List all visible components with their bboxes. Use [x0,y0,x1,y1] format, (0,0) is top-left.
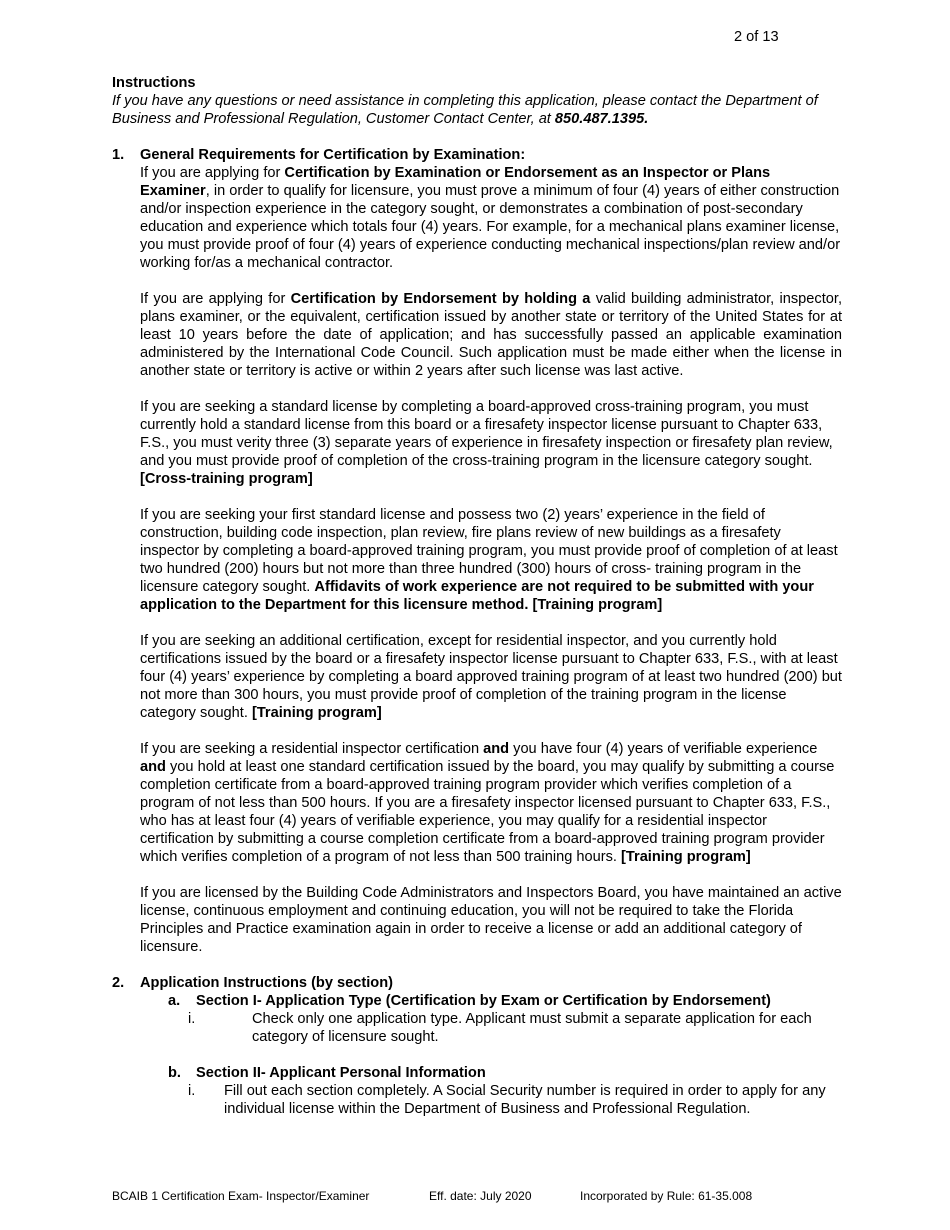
p6-bold-and-2: and [140,759,166,775]
section-1-number: 1. [112,147,125,163]
section-1-title: General Requirements for Certification by Examination: [140,147,526,163]
subsection-b-title: Section II- Applicant Personal Information [196,1065,486,1081]
p2-text-a: If you are applying for [140,291,291,307]
subsection-a [168,992,842,1046]
p4-text: If you are seeking your first standard license and possess two (2) years’ experience in the field of construction, building code inspection, plan review, fire plans review of new buildings as a firesafety inspector by completing a board-approved training program, you must provide proof of completion of at least two hundred (200) hours but not more than three hundred (300) hours of cross- training program in the licensure category sought. [140,507,838,595]
p2-bold: Certification by Endorsement by holding a [290,291,591,307]
contact-phone: 850.487.1395. [554,111,649,127]
document-body [112,74,842,1118]
p3-text: If you are seeking a standard license by completing a board-approved cross-training program, you must currently hold a standard license from this board or a firesafety inspector license pursuant to Chapter 633, F.S., you must verity three (3) separate years of experience in firesafety inspection or firesafety plan review, and you must provide proof of completion of the cross-training program in the licensure category sought. [140,399,833,469]
subsection-b-letter: b. [168,1065,181,1081]
footer-rule: Incorporated by Rule: 61-35.008 [580,1189,753,1203]
item-numeral: i. [188,1011,196,1027]
p3-bold: [Cross-training program] [140,471,313,487]
instructions-heading: Instructions [112,75,196,91]
p6-text-a: If you are seeking a residential inspector certification [140,741,484,757]
paragraph-first-standard-license [140,506,842,614]
p1-text-c: , in order to qualify for licensure, you must prove a minimum of four (4) years of either construction and/or inspection experience in the category sought, or demonstrates a combination of post-secondary education and experience which totals four (4) years. For example, for a mechanical plans examiner license, you must provide proof of four (4) years of experience conducting mechanical inspections/plan review and/or working for/as a mechanical contractor. [140,183,841,271]
subsection-a-title: Section I- Application Type (Certification by Exam or Certification by Endorsement) [196,993,771,1009]
list-item [168,1082,842,1118]
p1-text-a: If you are applying for [140,165,285,181]
paragraph-licensed-by-board: If you are licensed by the Building Code Administrators and Inspectors Board, you have maintained an active license, continuous employment and continuing education, you will not be required to take the Florida Principles and Practice examination again in order to receive a license or add an additional category of licensure. [140,885,842,955]
footer-form-name: BCAIB 1 Certification Exam- Inspector/Examiner [112,1189,370,1203]
p1-bold: Certification by Examination or Endorsement as an Inspector or Plans Examiner [140,165,771,199]
section-1 [112,146,842,956]
p2-text-c: valid building administrator, inspector, plans examiner, or the equivalent, certification issued by another state or territory of the United States for at least 10 years before the date of application; and has successfully passed an applicable examination administered by the International Code Council. Such application must be made either when the license in another state or territory is active or within 2 years after such license was last active. [140,291,842,379]
section-2 [112,974,842,1118]
p5-bold: [Training program] [251,705,382,721]
p6-bold: [Training program] [621,849,751,865]
intro-text: If you have any questions or need assistance in completing this application, please contact the Department of Business and Professional Regulation, Customer Contact Center, at [112,93,818,127]
section-2-number: 2. [112,975,125,991]
p4-bold: Affidavits of work experience are not required to be submitted with your application to the Department for this licensure method. [Training program] [140,579,814,613]
p5-text: If you are seeking an additional certification, except for residential inspector, and you currently hold certifications issued by the board or a firesafety inspector license pursuant to Chapter 633, F.S., with at least four (4) years’ experience by completing a board approved training program of at least two hundred (200) but not more than 300 hours, you must provide proof of completion of the training program in the license category sought. [140,633,842,721]
instructions-intro [112,92,842,128]
paragraph-residential-inspector [140,740,842,866]
paragraph-cross-training [140,398,842,488]
p6-text-c: you have four (4) years of verifiable experience [509,741,818,757]
list-item [168,1010,842,1046]
page-number: 2 of 13 [734,29,779,45]
footer-effective-date: Eff. date: July 2020 [429,1189,532,1203]
paragraph-exam-endorsement [140,164,842,272]
paragraph-endorsement-other-state [140,290,842,380]
paragraph-additional-certification [140,632,842,722]
p6-text-e: you hold at least one standard certification issued by the board, you may qualify by submitting a course completion certificate from a board-approved training program provider which verifies completion of a program of not less than 500 hours. If you are a firesafety inspector licensed pursuant to Chapter 633, F.S., who has at least four (4) years of verifiable experience, you may qualify for a residential inspector certification by submitting a course completion certificate from a board-approved training program provider which verifies completion of a program of not less than 500 training hours. [140,759,835,865]
item-text: Fill out each section completely. A Social Security number is required in order to apply for any individual license within the Department of Business and Professional Regulation. [224,1083,826,1117]
item-numeral: i. [188,1083,196,1099]
item-text: Check only one application type. Applicant must submit a separate application for each category of licensure sought. [252,1011,812,1045]
subsection-a-letter: a. [168,993,181,1009]
section-2-title: Application Instructions (by section) [140,975,393,991]
subsection-b [168,1064,842,1118]
p6-bold-and-1: and [483,741,510,757]
